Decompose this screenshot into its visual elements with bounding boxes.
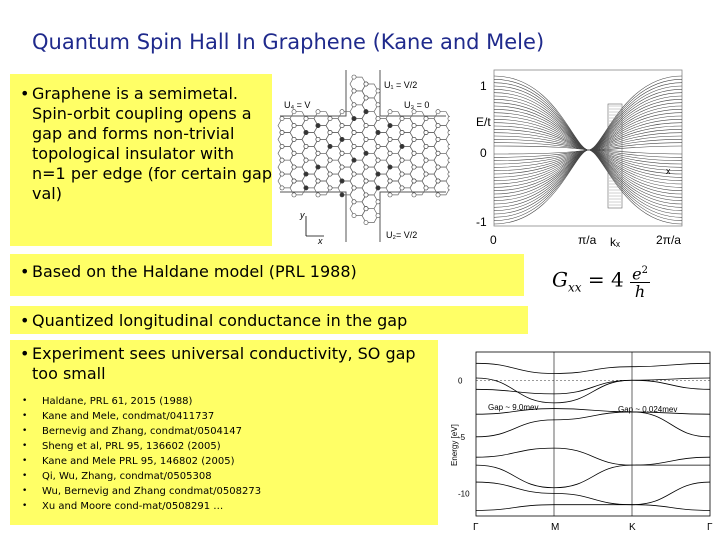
lattice-site — [328, 158, 332, 162]
lattice-site — [280, 117, 284, 121]
lattice-site — [316, 124, 320, 128]
lattice-site — [340, 151, 344, 155]
lattice-site — [352, 89, 356, 93]
lattice-site — [376, 214, 380, 218]
lattice-site — [364, 207, 368, 211]
lattice-site — [412, 193, 416, 197]
lattice-site — [292, 193, 296, 197]
lattice-site — [376, 172, 380, 176]
lattice-site — [316, 165, 320, 169]
bullet-glyph: • — [22, 456, 28, 466]
lattice-site — [316, 193, 320, 197]
lattice-site — [412, 137, 416, 141]
band-structure-figure — [468, 66, 688, 250]
lattice-site — [364, 221, 368, 225]
formula-e: e — [632, 264, 642, 284]
band-ytick-1: 1 — [480, 79, 487, 93]
band-xtick-0: 0 — [490, 233, 497, 247]
lattice-site — [352, 130, 356, 134]
lattice-site — [448, 144, 450, 148]
slide-title: Quantum Spin Hall In Graphene (Kane and Mele) — [32, 30, 545, 54]
reference-text: Bernevig and Zhang, condmat/0504147 — [42, 426, 243, 437]
gap-annotation-2: Gap ~ 0.024mev — [618, 405, 678, 414]
lattice-site — [448, 186, 450, 190]
lattice-site — [304, 144, 308, 148]
bullet-glyph: • — [22, 426, 28, 436]
bullet-glyph: • — [22, 486, 28, 496]
lattice-site — [304, 117, 308, 121]
lattice-site — [340, 110, 344, 114]
lattice-site — [280, 186, 284, 190]
bullet-glyph: • — [20, 311, 30, 330]
lattice-site — [436, 165, 440, 169]
lattice-site — [352, 144, 356, 148]
lattice-site — [316, 110, 320, 114]
chart-xtick-label: Γ — [473, 522, 479, 533]
lattice-site — [364, 137, 368, 141]
formula-lhs: G — [552, 267, 568, 292]
lattice-site — [376, 130, 380, 134]
chart-ytick-label: 0 — [458, 376, 463, 386]
bullet-glyph: • — [20, 262, 30, 281]
u3-label: U₃ = 0 — [404, 100, 430, 110]
lattice-site — [436, 137, 440, 141]
axis-x-label: x — [318, 236, 323, 246]
lattice-site — [400, 186, 404, 190]
lattice-site — [400, 172, 404, 176]
reference-text: Sheng et al, PRL 95, 136602 (2005) — [42, 441, 221, 452]
lattice-site — [316, 179, 320, 183]
chart-ytick-label: -10 — [458, 489, 470, 499]
lattice-site — [412, 165, 416, 169]
lattice-site — [340, 165, 344, 169]
lattice-site — [412, 179, 416, 183]
lattice-site — [328, 130, 332, 134]
bullet-glyph: • — [20, 344, 30, 363]
lattice-site — [292, 137, 296, 141]
u4-label: U₄ = V — [284, 100, 311, 110]
lattice-site — [340, 124, 344, 128]
lattice-site — [436, 151, 440, 155]
lattice-site — [388, 137, 392, 141]
reference-item — [10, 454, 438, 469]
reference-item — [10, 484, 438, 499]
lattice-site — [364, 165, 368, 169]
lattice-site — [388, 179, 392, 183]
band-xtick-kx: kₓ — [610, 235, 620, 249]
reference-item — [10, 439, 438, 454]
lattice-site — [364, 110, 368, 114]
reference-text: Qi, Wu, Zhang, condmat/0505308 — [42, 471, 212, 482]
reference-item — [10, 394, 438, 409]
bullet-text-1: Graphene is a semimetal. Spin-orbit coupling opens a gap and forms non-trivial topological insulator with n=1 per edge (for certain gap val) — [32, 84, 272, 203]
lattice-site — [292, 179, 296, 183]
lattice-site — [424, 158, 428, 162]
lattice-site — [412, 110, 416, 114]
lattice-site — [424, 144, 428, 148]
bullet-box-2 — [10, 254, 524, 296]
lattice-site — [292, 110, 296, 114]
band-ylabel: E/t — [476, 115, 491, 129]
lattice-site — [316, 137, 320, 141]
lattice-site — [376, 200, 380, 204]
lattice-site — [436, 193, 440, 197]
lattice-site — [376, 103, 380, 107]
reference-text: Kane and Mele, condmat/0411737 — [42, 411, 215, 422]
lattice-site — [292, 124, 296, 128]
lattice-site — [400, 158, 404, 162]
lattice-site — [412, 124, 416, 128]
reference-text: Xu and Moore cond-mat/0508291 … — [42, 501, 224, 512]
lattice-site — [364, 193, 368, 197]
chart-xtick-label: M — [551, 522, 560, 533]
lattice-site — [352, 75, 356, 79]
lattice-site — [436, 124, 440, 128]
u2-label: U₂= V/2 — [386, 230, 418, 240]
lattice-site — [316, 151, 320, 155]
lattice-site — [412, 151, 416, 155]
chart-ylabel: Energy [eV] — [450, 424, 459, 466]
lattice-site — [364, 151, 368, 155]
lattice-site — [328, 186, 332, 190]
bullet-box-1 — [10, 74, 272, 246]
inset-x-label: x — [666, 166, 671, 176]
lattice-site — [328, 172, 332, 176]
lattice-site — [352, 214, 356, 218]
lattice-site — [352, 186, 356, 190]
axis-y-label: y — [300, 210, 305, 220]
lattice-site — [352, 158, 356, 162]
lattice-site — [304, 172, 308, 176]
lattice-site — [400, 117, 404, 121]
lattice-site — [424, 117, 428, 121]
lattice-site — [388, 151, 392, 155]
lattice-site — [424, 186, 428, 190]
reference-item — [10, 499, 438, 514]
bullet-glyph: • — [22, 441, 28, 451]
lattice-site — [340, 137, 344, 141]
lattice-site — [400, 130, 404, 134]
lattice-site — [424, 172, 428, 176]
bullet-glyph: • — [22, 471, 28, 481]
bullet-glyph: • — [20, 84, 30, 103]
reference-list — [10, 394, 438, 514]
lattice-site — [376, 117, 380, 121]
lattice-site — [364, 96, 368, 100]
lattice-site — [292, 165, 296, 169]
lattice-site — [388, 124, 392, 128]
lattice-site — [448, 130, 450, 134]
bullet-text-3: Quantized longitudinal conductance in the gap — [32, 311, 408, 330]
lattice-site — [436, 110, 440, 114]
lattice-site — [364, 82, 368, 86]
bullet-text-4: Experiment sees universal conductivity, SO gap too small — [32, 344, 416, 383]
lattice-site — [280, 130, 284, 134]
reference-text: Kane and Mele PRL 95, 146802 (2005) — [42, 456, 235, 467]
reference-item — [10, 409, 438, 424]
chart-xtick-label: K — [629, 522, 636, 533]
lattice-site — [388, 193, 392, 197]
graphene-lattice-figure — [276, 66, 450, 246]
lattice-site — [352, 103, 356, 107]
band-xtick-2pi: 2π/a — [656, 233, 681, 247]
lattice-site — [352, 117, 356, 121]
bullet-glyph: • — [22, 396, 28, 406]
bullet-box-4 — [10, 340, 438, 525]
lattice-site — [292, 151, 296, 155]
lattice-site — [340, 193, 344, 197]
bullet-glyph: • — [22, 411, 28, 421]
band-ytick-0: 0 — [480, 146, 487, 160]
lattice-site — [340, 179, 344, 183]
lattice-site — [376, 144, 380, 148]
lattice-site — [364, 179, 368, 183]
band-xtick-pi: π/a — [578, 233, 597, 247]
lattice-site — [328, 144, 332, 148]
lattice-site — [376, 89, 380, 93]
lattice-site — [328, 117, 332, 121]
lattice-site — [304, 158, 308, 162]
reference-item — [10, 424, 438, 439]
lattice-site — [376, 186, 380, 190]
u1-label: U₁ = V/2 — [384, 80, 418, 90]
formula-sub: xx — [567, 280, 582, 295]
energy-band-chart — [446, 348, 716, 534]
formula-eq: = 4 — [587, 267, 624, 292]
lattice-site — [388, 165, 392, 169]
lattice-site — [364, 124, 368, 128]
band-ytick-minus1: -1 — [476, 215, 487, 229]
conductance-formula — [552, 262, 650, 300]
lattice-site — [388, 110, 392, 114]
lattice-site — [352, 172, 356, 176]
bullet-glyph: • — [22, 501, 28, 511]
lattice-site — [304, 186, 308, 190]
formula-fraction — [630, 262, 650, 300]
formula-numerator — [630, 262, 650, 283]
bullet-text-2: Based on the Haldane model (PRL 1988) — [32, 262, 357, 281]
lattice-site — [436, 179, 440, 183]
reference-item — [10, 469, 438, 484]
formula-denominator: h — [634, 282, 646, 302]
lattice-site — [448, 172, 450, 176]
lattice-site — [280, 158, 284, 162]
bullet-box-3 — [10, 306, 528, 334]
lattice-site — [352, 200, 356, 204]
lattice-site — [376, 158, 380, 162]
lattice-site — [304, 130, 308, 134]
lattice-site — [280, 144, 284, 148]
chart-xtick-label: Γ — [707, 522, 713, 533]
reference-text: Wu, Bernevig and Zhang condmat/0508273 — [42, 486, 262, 497]
lattice-site — [280, 172, 284, 176]
chart-ytick-label: -5 — [458, 432, 466, 442]
gap-annotation-1: Gap ~ 9.0mev — [488, 403, 539, 412]
lattice-site — [400, 144, 404, 148]
lattice-site — [448, 117, 450, 121]
lattice-site — [448, 158, 450, 162]
formula-sup: 2 — [641, 265, 648, 276]
reference-text: Haldane, PRL 61, 2015 (1988) — [42, 396, 193, 407]
lattice-site — [424, 130, 428, 134]
